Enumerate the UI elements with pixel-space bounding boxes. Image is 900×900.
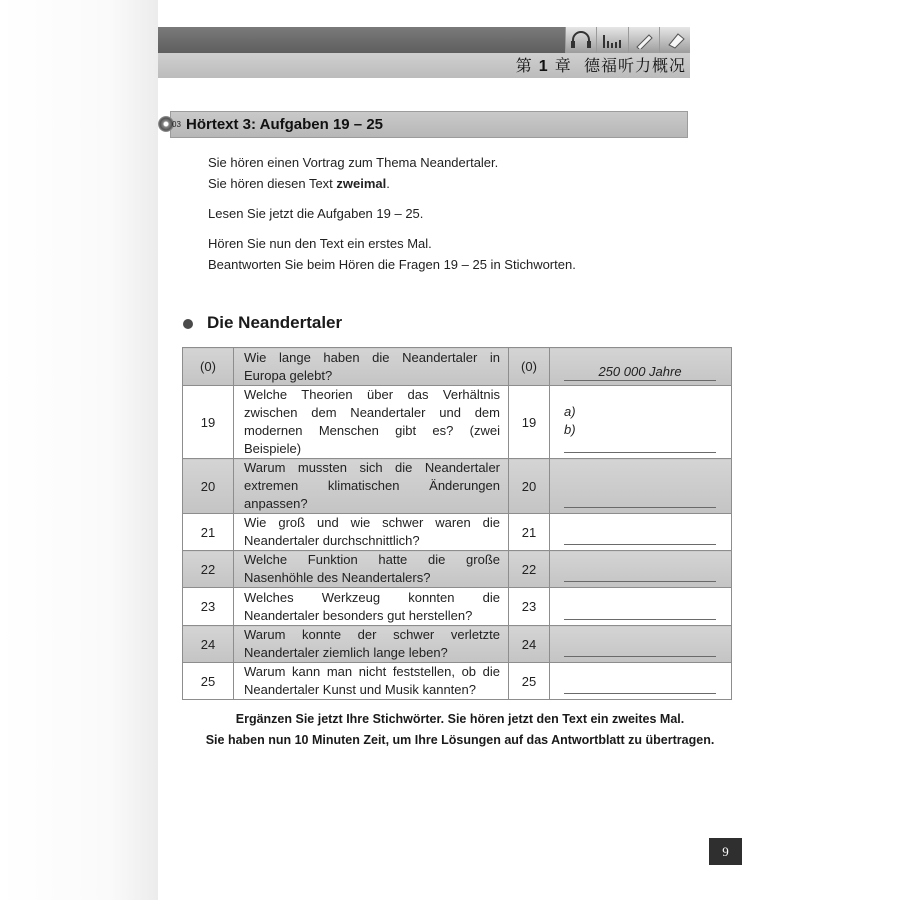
question-number: 19: [183, 386, 234, 459]
table-row: [183, 348, 732, 386]
answer-number: 25: [509, 663, 550, 700]
table-row: [183, 663, 732, 700]
question-text: Wie groß und wie schwer waren die Neandertaler durchschnittlich?: [234, 514, 509, 551]
intro-line-3: Lesen Sie jetzt die Aufgaben 19 – 25.: [208, 206, 424, 221]
question-text: Welche Funktion hatte die große Nasenhöhle des Neandertalers?: [234, 551, 509, 588]
chapter-suffix: 章: [554, 56, 572, 75]
answer-number: 21: [509, 514, 550, 551]
answer-cell[interactable]: [550, 386, 732, 459]
task-title: Die Neandertaler: [207, 313, 343, 332]
question-number: 21: [183, 514, 234, 551]
intro-line-2-text: Sie hören diesen Text: [208, 176, 337, 191]
intro-line-1: Sie hören einen Vortrag zum Thema Neandertaler.: [208, 155, 499, 170]
chapter-number: 1: [538, 58, 549, 75]
question-text: Warum mussten sich die Neandertaler extremen klimatischen Änderungen anpassen?: [234, 459, 509, 514]
answer-cell[interactable]: [550, 588, 732, 626]
eraser-icon: [659, 27, 690, 53]
answer-number: 19: [509, 386, 550, 459]
question-number: 22: [183, 551, 234, 588]
pencil-icon: [628, 27, 659, 53]
question-text: Welche Theorien über das Verhältnis zwischen dem Neandertaler und dem modernen Menschen gibt es? (zwei Beispiele): [234, 386, 509, 459]
table-row: [183, 386, 732, 459]
answer-cell[interactable]: [550, 459, 732, 514]
answer-cell[interactable]: [550, 626, 732, 663]
intro-line-4: Hören Sie nun den Text ein erstes Mal.: [208, 236, 432, 251]
table-row: [183, 459, 732, 514]
table-row: [183, 514, 732, 551]
answer-cell[interactable]: [550, 663, 732, 700]
answer-b-label: b): [564, 422, 576, 437]
bar-chart-icon: [596, 27, 627, 53]
answer-line: [564, 693, 716, 694]
track-number: 03: [172, 120, 181, 129]
question-text: Warum konnte der schwer verletzte Neandertaler ziemlich lange leben?: [234, 626, 509, 663]
question-text: Wie lange haben die Neandertaler in Europa gelebt?: [234, 348, 509, 386]
answer-cell[interactable]: [550, 551, 732, 588]
question-text: Welches Werkzeug konnten die Neandertaler besonders gut herstellen?: [234, 588, 509, 626]
task-table: [182, 347, 732, 700]
chapter-heading: [516, 54, 686, 78]
page-number: 9: [709, 838, 742, 865]
answer-line: [564, 452, 716, 453]
answer-number: 24: [509, 626, 550, 663]
chapter-title: 德福听力概况: [583, 56, 686, 75]
question-number: 23: [183, 588, 234, 626]
final-instruction-1: Ergänzen Sie jetzt Ihre Stichwörter. Sie hören jetzt den Text ein zweites Mal.: [235, 712, 685, 726]
headphones-icon: [565, 27, 596, 53]
header-icon-strip: [565, 27, 690, 53]
intro-emphasis: zweimal: [336, 176, 387, 191]
answer-line: [564, 581, 716, 582]
answer-number: 23: [509, 588, 550, 626]
answer-number: (0): [509, 348, 550, 386]
section-title: Hörtext 3: Aufgaben 19 – 25: [186, 116, 383, 133]
answer-cell[interactable]: [550, 514, 732, 551]
table-row: [183, 626, 732, 663]
answer-number: 22: [509, 551, 550, 588]
question-text: Warum kann man nicht feststellen, ob die Neandertaler Kunst und Musik kannten?: [234, 663, 509, 700]
answer-number: 20: [509, 459, 550, 514]
table-row: [183, 588, 732, 626]
answer-line: [564, 507, 716, 508]
answer-a-label: a): [564, 404, 576, 419]
answer-line: [564, 619, 716, 620]
book-spine-shadow: [0, 0, 158, 900]
final-instruction-2: Sie haben nun 10 Minuten Zeit, um Ihre Lösungen auf das Antwortblatt zu übertragen.: [205, 733, 715, 747]
bullet-icon: [183, 319, 193, 329]
question-number: 24: [183, 626, 234, 663]
answer-line: [564, 656, 716, 657]
answer-line: [564, 544, 716, 545]
example-answer: 250 000 Jahre: [564, 364, 716, 381]
intro-line-5: Beantworten Sie beim Hören die Fragen 19 – 25 in Stichworten.: [208, 257, 576, 272]
chapter-prefix: 第: [515, 56, 533, 75]
table-row: [183, 551, 732, 588]
question-number: 20: [183, 459, 234, 514]
answer-cell: [550, 348, 732, 386]
question-number: 25: [183, 663, 234, 700]
intro-line-2-end: .: [386, 176, 390, 191]
question-number: (0): [183, 348, 234, 386]
intro-line-2: [208, 173, 390, 194]
